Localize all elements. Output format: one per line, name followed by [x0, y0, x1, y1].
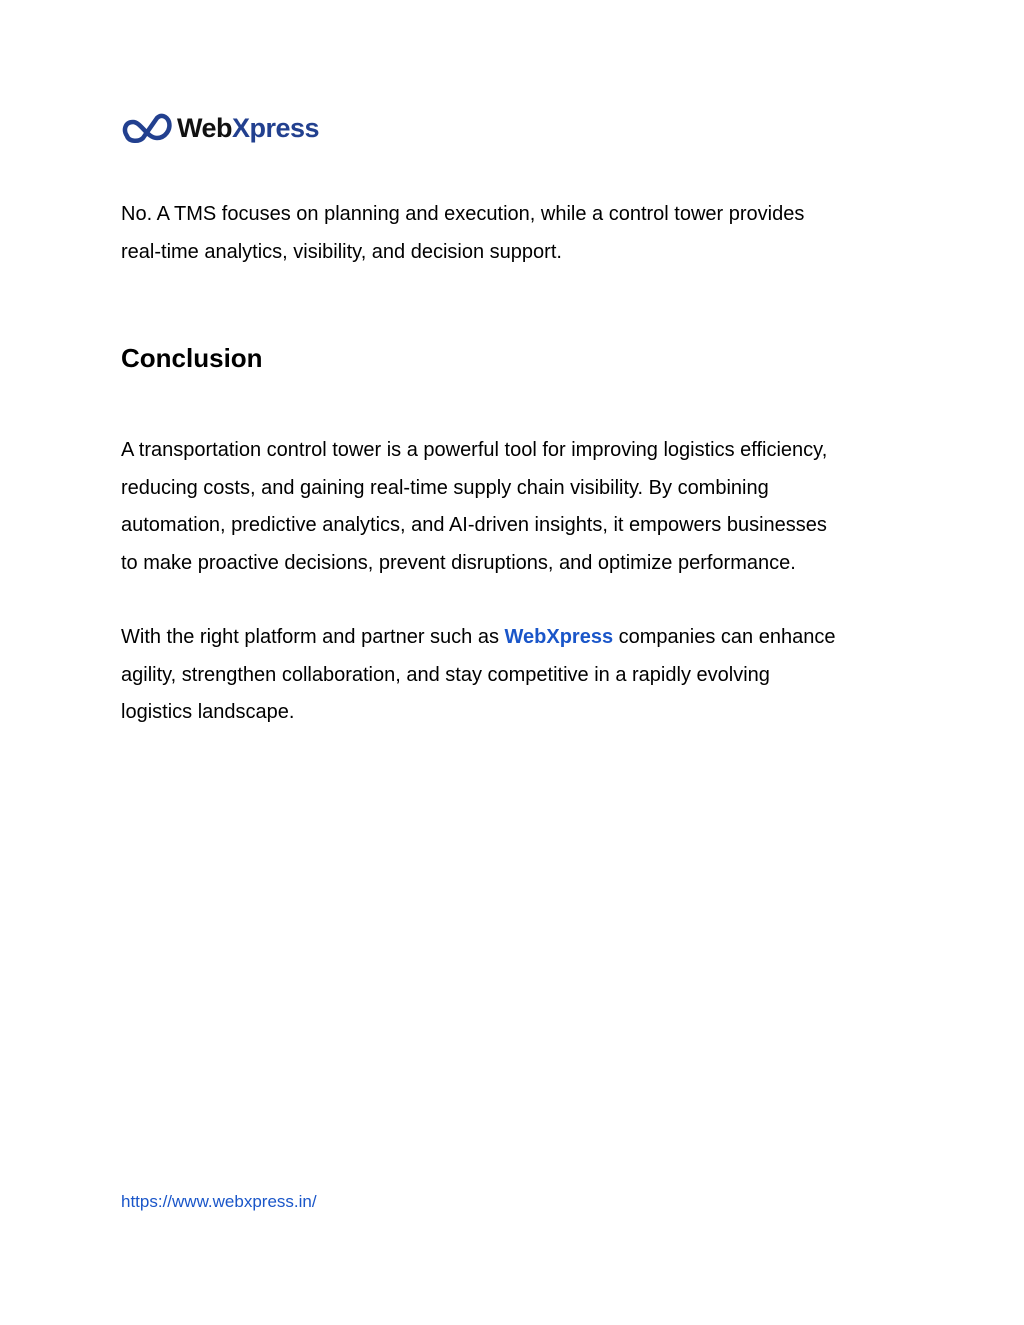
- logo-text-web: Web: [177, 112, 233, 143]
- text-line: automation, predictive analytics, and AI-driven insights, it empowers businesses: [121, 514, 827, 536]
- conclusion-heading: Conclusion: [121, 343, 263, 373]
- faq-answer-paragraph: [121, 196, 804, 271]
- footer-url-link[interactable]: https://www.webxpress.in/: [121, 1192, 317, 1211]
- conclusion-paragraph-2: [121, 619, 835, 732]
- text-after-link: companies can enhance: [613, 626, 836, 648]
- webxpress-logo: [121, 108, 319, 148]
- text-line: reducing costs, and gaining real-time supply chain visibility. By combining: [121, 476, 769, 499]
- infinity-logo-icon: [121, 108, 175, 148]
- text-line: A transportation control tower is a powerful tool for improving logistics efficiency,: [121, 439, 828, 461]
- text-before-link: With the right platform and partner such as: [121, 626, 505, 648]
- text-line: logistics landscape.: [121, 701, 295, 723]
- text-line: to make proactive decisions, prevent disruptions, and optimize performance.: [121, 551, 796, 574]
- text-line: No. A TMS focuses on planning and execution, while a control tower provides: [121, 203, 805, 225]
- text-line: [121, 619, 835, 657]
- webxpress-link[interactable]: WebXpress: [504, 626, 614, 648]
- text-line: real-time analytics, visibility, and decision support.: [121, 240, 562, 263]
- logo-text-xpress: Xpress: [232, 112, 320, 143]
- text-line: agility, strengthen collaboration, and stay competitive in a rapidly evolving: [121, 663, 770, 686]
- conclusion-paragraph-1: [121, 432, 827, 582]
